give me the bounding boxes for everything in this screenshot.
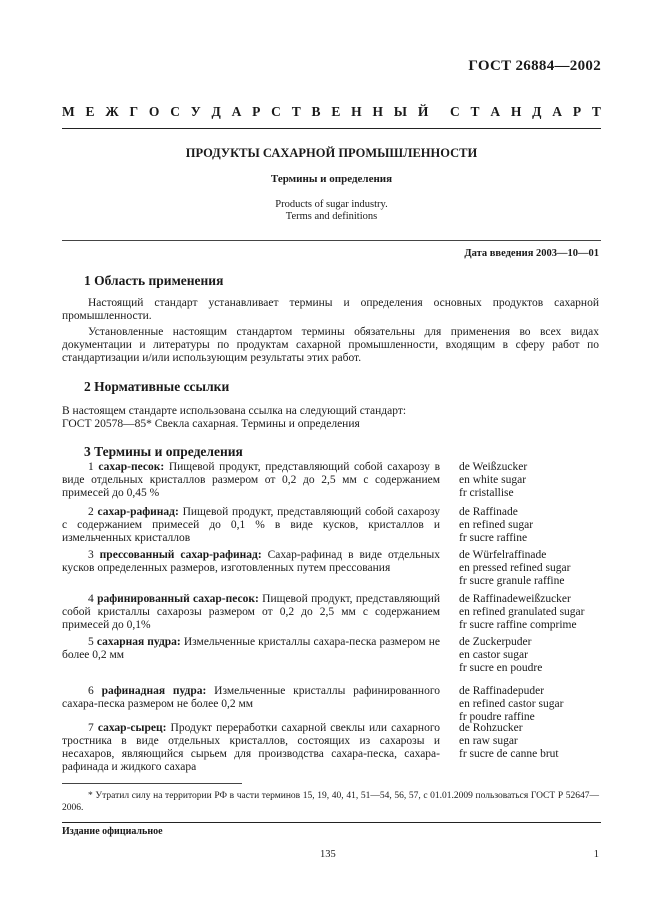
section-1-paragraph-2: Установленные настоящим стандартом термины обязательны для применения во всех видах документации и литературы по продуктам сахарной промышленности, входящим в сферу работ по стандартизации и/или использующим результаты этих работ. (62, 326, 599, 364)
term-text: Измельченные кристаллы сахара-песка размером не более 0,2 мм (62, 636, 440, 661)
term-name: сахарная пудра: (96, 636, 181, 648)
document-title: ПРОДУКТЫ САХАРНОЙ ПРОМЫШЛЕННОСТИ (185, 146, 478, 160)
equivalent-en: en raw sugar (459, 735, 518, 747)
section-2-heading: 2 Нормативные ссылки (84, 379, 230, 394)
term-number: 3 (88, 549, 94, 561)
foreign-equivalents (459, 722, 559, 761)
footnote-rule (62, 783, 242, 784)
equivalent-de: de Raffinadepuder (459, 685, 545, 697)
term-text: Пищевой продукт, представляющий собой сахарозу с содержанием примесей до 0,1 % в виде кусков, кристаллов и измельченных кристаллов (62, 506, 440, 544)
page-number: 135 (320, 849, 336, 860)
english-title (62, 199, 601, 223)
sheet-number: 1 (593, 849, 599, 860)
banner-letter: Д (211, 104, 221, 119)
term-number: 6 (88, 685, 94, 697)
banner-letter: Ы (393, 104, 408, 119)
banner-letter: Р (572, 104, 582, 119)
banner-letter: М (62, 104, 75, 119)
term-number: 4 (88, 593, 94, 605)
term-text: Пищевой продукт, представляющий собой кристаллы сахарозы размером от 0,2 до 2,5 мм с содержанием примесей до 0,1% (62, 593, 441, 631)
equivalent-en: en white sugar (459, 474, 527, 486)
equivalent-fr: fr cristallise (459, 487, 514, 499)
equivalent-de: de Weißzucker (459, 461, 528, 473)
term-definition (62, 722, 440, 774)
document-number: ГОСТ 26884—2002 (468, 58, 601, 74)
term-definition (62, 636, 440, 662)
banner-letter: С (170, 104, 180, 119)
term-name: сахар-песок: (98, 461, 165, 473)
term-number: 2 (88, 506, 94, 518)
equivalent-fr: fr sucre de canne brut (459, 748, 559, 760)
term-name: рафинированный сахар-песок: (97, 593, 259, 605)
section-1-paragraph-1: Настоящий стандарт устанавливает термины и определения основных продуктов сахарной промышленности. (62, 297, 599, 322)
banner-letter: А (552, 104, 563, 119)
equivalent-en: en refined castor sugar (459, 698, 564, 710)
edition-label: Издание официальное (62, 826, 163, 837)
foreign-equivalents (459, 636, 542, 675)
banner-letter: У (190, 104, 201, 119)
banner-letter: Р (252, 104, 261, 119)
equivalent-en: en refined sugar (459, 519, 534, 531)
english-title-line1: Products of sugar industry. (275, 199, 388, 210)
section-2-reference: ГОСТ 20578—85* Свекла сахарная. Термины и определения (62, 418, 360, 430)
section-1-heading: 1 Область применения (84, 273, 224, 288)
term-definition (62, 506, 440, 545)
equivalent-en: en refined granulated sugar (459, 606, 585, 618)
equivalent-de: de Raffinadeweißzucker (459, 593, 571, 605)
banner-letter: Т (291, 104, 301, 119)
foreign-equivalents (459, 506, 533, 545)
banner-letter: Г (129, 104, 139, 119)
term-number: 5 (88, 636, 94, 648)
equivalent-fr: fr sucre granule raffine (459, 575, 565, 587)
foreign-equivalents (459, 549, 570, 588)
term-name: рафинадная пудра: (101, 685, 207, 697)
equivalent-en: en castor sugar (459, 649, 528, 661)
interstate-standard-banner (62, 104, 601, 120)
equivalent-fr: fr poudre raffine (459, 711, 535, 723)
term-number: 1 (88, 461, 94, 473)
equivalent-de: de Zuckerpuder (459, 636, 532, 648)
header-rule (62, 128, 601, 129)
term-definition (62, 685, 440, 711)
term-definition (62, 461, 440, 500)
effective-date: Дата введения 2003—10—01 (464, 248, 599, 259)
term-text: Измельченные кристаллы рафинированного сахара-песка размером не более 0,2 мм (62, 685, 441, 710)
banner-letter: Н (351, 104, 362, 119)
banner-letter: Н (372, 104, 383, 119)
banner-letter: А (231, 104, 242, 119)
banner-letter: Д (532, 104, 542, 119)
banner-letter: Н (510, 104, 522, 119)
banner-letter: Т (470, 104, 480, 119)
term-name: прессованный сахар-рафинад: (99, 549, 262, 561)
term-name: сахар-сырец: (97, 722, 167, 734)
equivalent-fr: fr sucre raffine (459, 532, 528, 544)
footer-rule (62, 822, 601, 823)
banner-letter: Е (331, 104, 341, 119)
term-definition (62, 549, 440, 575)
equivalent-de: de Raffinade (459, 506, 518, 518)
english-title-line2: Terms and definitions (285, 211, 378, 222)
equivalent-fr: fr sucre en poudre (459, 662, 543, 674)
section-3-heading: 3 Термины и определения (84, 444, 243, 459)
banner-letter: Й (417, 104, 429, 119)
banner-letter: Т (591, 104, 601, 119)
section-2-paragraph-1: В настоящем стандарте использована ссылка на следующий стандарт: (62, 405, 407, 417)
term-number: 7 (88, 722, 94, 734)
equivalent-de: de Rohzucker (459, 722, 523, 734)
banner-letter: Е (85, 104, 95, 119)
term-definition (62, 593, 440, 632)
equivalent-en: en pressed refined sugar (459, 562, 571, 574)
title-rule (62, 240, 601, 241)
term-text: Сахар-рафинад в виде отдельных кусков определенных размеров, изготовленных путем прессования (62, 549, 440, 574)
equivalent-de: de Würfelraffinade (459, 549, 547, 561)
term-name: сахар-рафинад: (97, 506, 179, 518)
term-text: Пищевой продукт, представляющий собой сахарозу в виде отдельных кристаллов размером от 0,2 до 2,5 мм с содержанием примесей до 0,45 % (62, 461, 441, 499)
banner-letter: А (490, 104, 501, 119)
document-subtitle: Термины и определения (270, 173, 393, 185)
banner-letter: С (271, 104, 281, 119)
banner-letter: Ж (105, 104, 119, 119)
foreign-equivalents (459, 685, 563, 724)
equivalent-fr: fr sucre raffine comprime (459, 619, 577, 631)
foreign-equivalents (459, 593, 584, 632)
banner-letter: С (449, 104, 460, 119)
foreign-equivalents (459, 461, 527, 500)
footnote: * Утратил силу на территории РФ в части терминов 15, 19, 40, 41, 51—54, 56, 57, с 01.01.2009 пользоваться ГОСТ Р 52647—2006. (62, 791, 599, 813)
term-text: Продукт переработки сахарной свеклы или сахарного тростника в виде отдельных кристаллов, состоящих из сахарозы и несахаров, являющийся сырьем для производства сахара-песка, сахара-рафинада и жидкого сахара (62, 722, 441, 773)
banner-letter: В (311, 104, 321, 119)
banner-letter: О (148, 104, 160, 119)
